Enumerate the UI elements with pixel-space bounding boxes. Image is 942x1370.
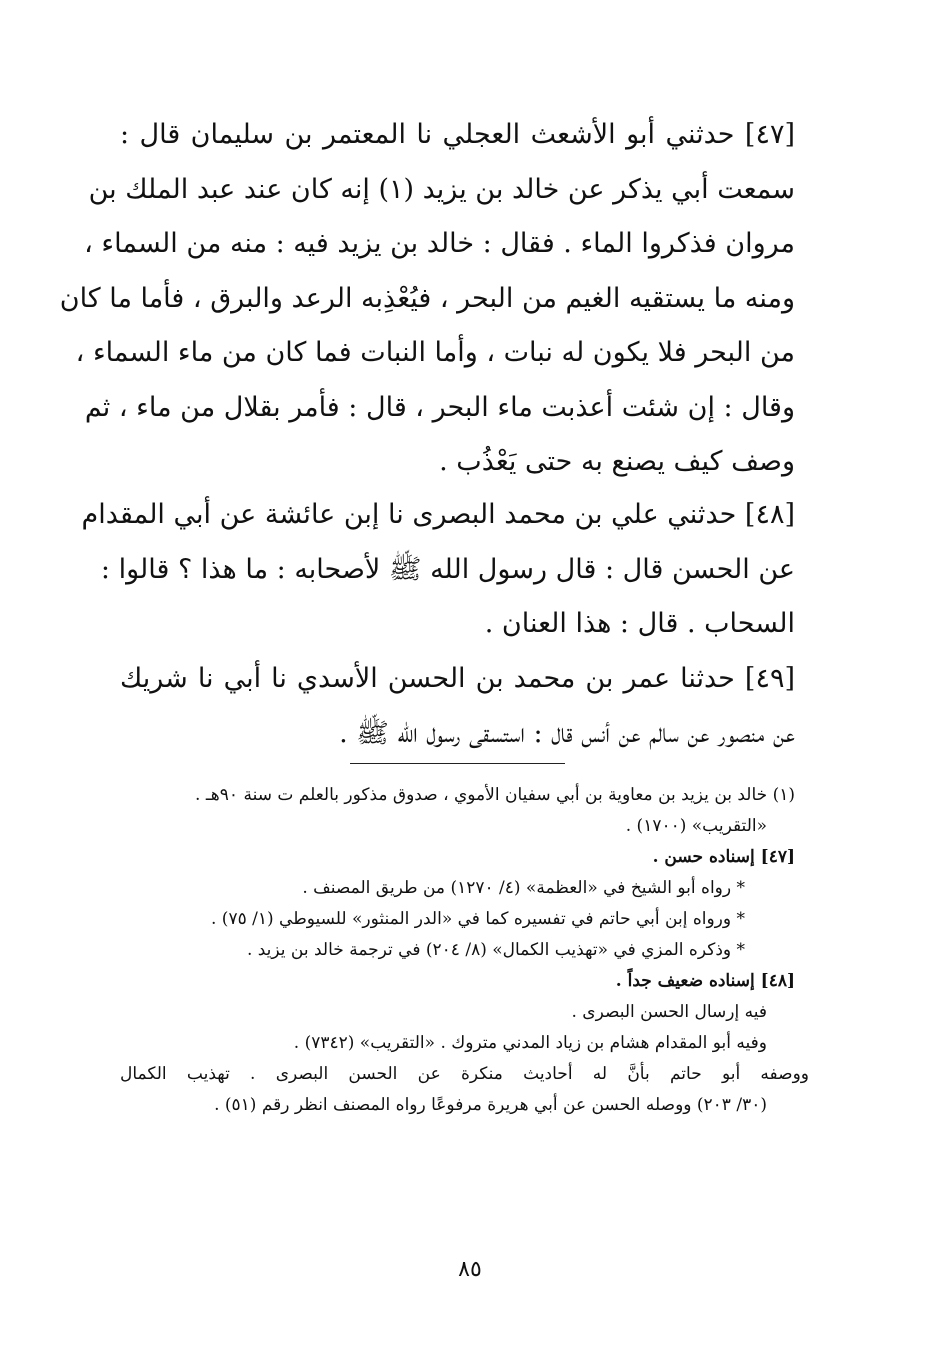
footnotes — [120, 780, 809, 1121]
page-number: ٨٥ — [458, 1257, 482, 1282]
text-line: [٤٩] حدثنا عمر بن محمد بن الحسن الأسدي نا أبي نا شريك — [120, 663, 795, 694]
footnote-1-source: «التقريب» (١٧٠٠) . — [625, 816, 767, 836]
text-line: من البحر فلا يكون له نبات ، وأما النبات فما كان من ماء السماء ، — [75, 337, 795, 368]
text-line: وقال : إن شئت أعذبت ماء البحر ، قال : فأمر بقلال من ماء ، ثم — [84, 391, 795, 423]
text-line: وصف كيف يصنع به حتى يَعْذُب . — [439, 446, 795, 477]
paragraph-48 — [81, 488, 795, 652]
book-page — [59, 108, 809, 1358]
note-47-item: * ورواه إبن أبي حاتم في تفسيره كما في «الدر المنثور» للسيوطي (١/ ٧٥) . — [210, 909, 745, 929]
text-line: سمعت أبي يذكر عن خالد بن يزيد (١) إنه كان عند عبد الملك بن — [88, 173, 795, 205]
text-line: ومنه ما يستقيه الغيم من البحر ، فيُعْذِبه الرعد والبرق ، فأما ما كان — [59, 282, 795, 314]
note-47-item: * رواه أبو الشيخ في «العظمة» (٤/ ١٢٧٠) من طريق المصنف . — [302, 878, 745, 898]
footnote-1: (١) خالد بن يزيد بن معاوية بن أبي سفيان الأموي ، صدوق مذكور بالعلم ت سنة ٩٠هـ . — [195, 785, 795, 805]
note-48-heading: [٤٨] إسناده ضعيف جداً . — [615, 971, 795, 991]
footnote-divider — [350, 763, 565, 764]
text-line: مروان فذكروا الماء . فقال : خالد بن يزيد فيه : منه من السماء ، — [84, 228, 795, 259]
note-48-item: وفيه أبو المقدام هشام بن زياد المدني متروك . «التقريب» (٧٣٤٢) . — [293, 1033, 767, 1053]
text-line: [٤٧] حدثني أبو الأشعث العجلي نا المعتمر بن سليمان قال : — [120, 119, 795, 150]
text-line: السحاب . قال : هذا العنان . — [484, 608, 795, 639]
text-line: عن الحسن قال : قال رسول الله ﷺ لأصحابه : ما هذا ؟ قالوا : — [100, 553, 795, 585]
note-48-item: فيه إرسال الحسن البصرى . — [571, 1002, 767, 1022]
paragraph-49 — [120, 652, 795, 761]
note-47-heading: [٤٧] إسناده حسن . — [652, 847, 795, 867]
text-line: [٤٨] حدثني علي بن محمد البصرى نا إبن عائشة عن أبي المقدام — [81, 499, 795, 530]
note-47-item: * وذكره المزي في «تهذيب الكمال» (٨/ ٢٠٤) في ترجمة خالد بن يزيد . — [246, 940, 745, 960]
text-line: عن منصور عن سالم عن أنس قال : استسقى رسول الله ﷺ . — [339, 717, 795, 749]
note-48-item: (٣٠/ ٢٠٣) ووصله الحسن عن أبي هريرة مرفوعًا رواه المصنف انظر رقم (٥١) . — [214, 1095, 767, 1115]
paragraph-47 — [59, 108, 795, 490]
note-48-item: ووصفه أبو حاتم بأنَّ له أحاديث منكرة عن الحسن البصرى . تهذيب الكمال — [120, 1064, 809, 1084]
